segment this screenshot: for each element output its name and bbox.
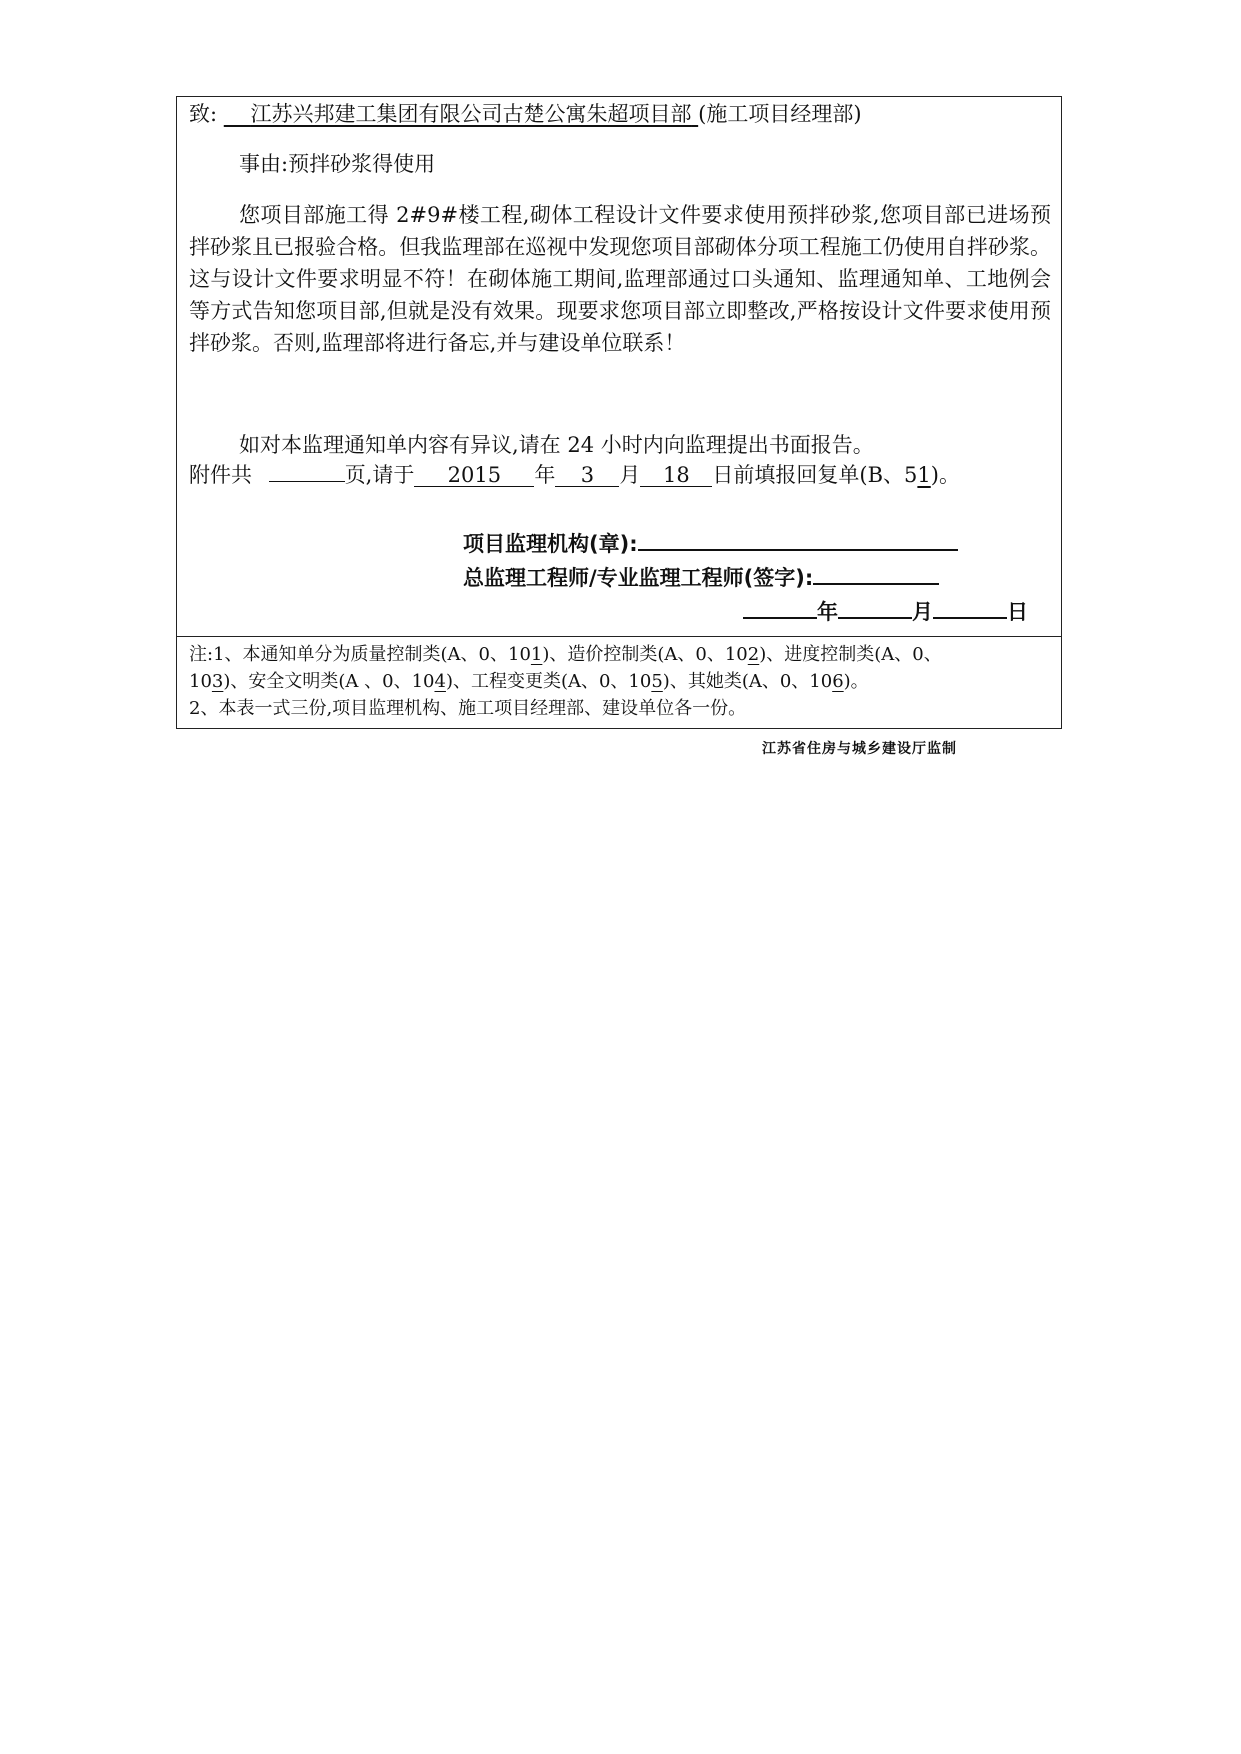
sign-day-field bbox=[933, 595, 1007, 619]
sign-month-field bbox=[838, 595, 912, 619]
subject-line: 事由:预拌砂浆得使用 bbox=[239, 152, 436, 176]
engineer-signature-line bbox=[463, 561, 939, 592]
objection-text: 如对本监理通知单内容有异议,请在 24 小时内向监理提出书面报告。 bbox=[239, 433, 874, 457]
note-1: 注:1、本通知单分为质量控制类(A、0、101)、造价控制类(A、0、102)、进度控制类(A、0、 103)、安全文明类(A 、0、104)、工程变更类(A、0、105)、其她类(A、0、106)。 bbox=[189, 644, 942, 692]
agency-seal-line bbox=[463, 527, 958, 558]
agency-seal-label: 项目监理机构(章): bbox=[463, 532, 638, 556]
notice-form bbox=[176, 96, 1062, 729]
addressee-name: 江苏兴邦建工集团有限公司古楚公寓朱超项目部 bbox=[250, 102, 692, 126]
addressee-line bbox=[189, 99, 862, 129]
addressee-prefix: 致: bbox=[189, 102, 218, 126]
sign-year-field bbox=[743, 595, 817, 619]
reply-year-field: 2015 bbox=[414, 464, 534, 487]
note-2: 2、本表一式三份,项目监理机构、施工项目经理部、建设单位各一份。 bbox=[189, 698, 747, 719]
notice-body-text: 您项目部施工得 2#9#楼工程,砌体工程设计文件要求使用预拌砂浆,您项目部已进场预拌砂浆且已报验合格。但我监理部在巡视中发现您项目部砌体分项工程施工仍使用自拌砂浆。这与设计文件要求明显不符！在砌体施工期间,监理部通过口头通知、监理通知单、工地例会等方式告知您项目部,但就是没有效果。现要求您项目部立即整改,严格按设计文件要求使用预拌砂浆。否则,监理部将进行备忘,并与建设单位联系！ bbox=[189, 203, 1051, 355]
reply-form-number: 1 bbox=[917, 463, 931, 487]
engineer-signature-label: 总监理工程师/专业监理工程师(签字): bbox=[463, 566, 814, 590]
reply-day-field: 18 bbox=[640, 464, 712, 487]
addressee-suffix: (施工项目经理部) bbox=[698, 102, 862, 126]
issuer-footer: 江苏省住房与城乡建设厅监制 bbox=[762, 741, 957, 757]
attachment-pages-blank bbox=[269, 459, 345, 482]
attachment-line: 附件共 页,请于 2015 年 3 月 18 日前填报回复单(B、51)。 bbox=[189, 459, 960, 490]
notes-section bbox=[177, 637, 1061, 728]
agency-seal-field bbox=[638, 527, 958, 551]
signature-date-line: 年 月 日 bbox=[743, 595, 1028, 626]
notice-body-section bbox=[177, 97, 1061, 637]
engineer-signature-field bbox=[813, 561, 939, 585]
reply-month-field: 3 bbox=[555, 464, 619, 487]
